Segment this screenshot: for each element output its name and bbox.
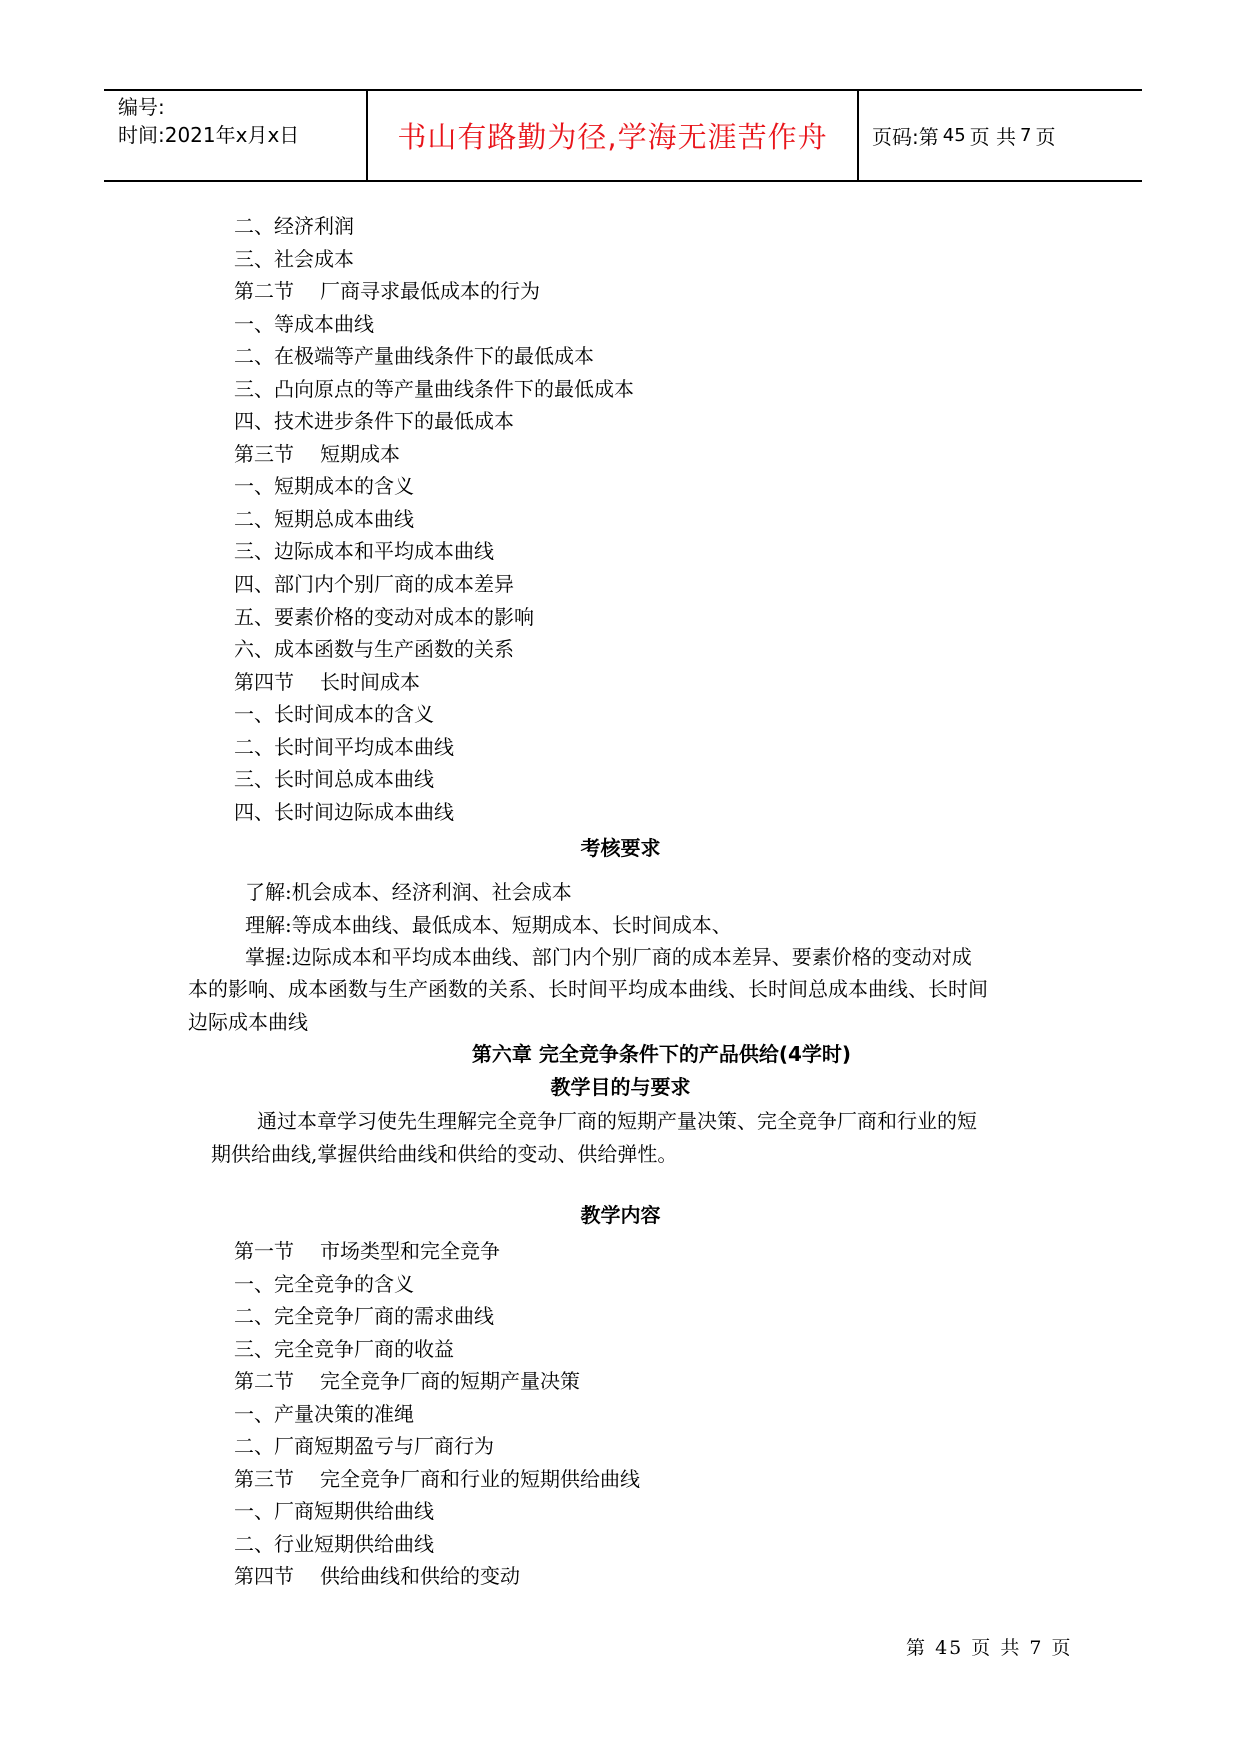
- section-heading: [234, 1237, 500, 1265]
- footer-suffix: 页: [1051, 1637, 1073, 1659]
- list-item: 二、长时间平均成本曲线: [234, 735, 454, 759]
- page-footer: [906, 1634, 1073, 1662]
- list-item: 三、长时间总成本曲线: [234, 767, 434, 791]
- list-item: 二、厂商短期盈亏与厂商行为: [234, 1434, 494, 1458]
- page-header: [104, 89, 1142, 182]
- section-title: 完全竞争厂商的短期产量决策: [320, 1369, 580, 1393]
- list-item: 三、社会成本: [234, 247, 354, 271]
- footer-mid: 页 共: [971, 1637, 1022, 1659]
- goal-heading: 教学目的与要求: [550, 1075, 691, 1099]
- assessment-heading: 考核要求: [580, 836, 661, 860]
- goal-line-1: 通过本章学习使先生理解完全竞争厂商的短期产量决策、完全竞争厂商和行业的短: [257, 1109, 977, 1133]
- header-page-info: [859, 91, 1142, 180]
- section-number: 第一节: [234, 1239, 294, 1263]
- page-suffix: 页: [1035, 125, 1056, 149]
- section-title: 长时间成本: [320, 670, 420, 694]
- chapter-title: 第六章 完全竞争条件下的产品供给(4学时): [471, 1042, 852, 1066]
- section-heading: [234, 1465, 640, 1493]
- master-line-3: 边际成本曲线: [188, 1010, 308, 1034]
- list-item: 三、完全竞争厂商的收益: [234, 1337, 454, 1361]
- section-title: 市场类型和完全竞争: [320, 1239, 500, 1263]
- list-item: 四、技术进步条件下的最低成本: [234, 409, 514, 433]
- list-item: 三、边际成本和平均成本曲线: [234, 539, 494, 563]
- comprehend-line: 理解:等成本曲线、最低成本、短期成本、长时间成本、: [245, 913, 732, 937]
- section-heading: [234, 277, 540, 305]
- goal-line-2: 期供给曲线,掌握供给曲线和供给的变动、供给弹性。: [211, 1142, 678, 1166]
- section-title: 短期成本: [320, 442, 400, 466]
- master-line-2: 本的影响、成本函数与生产函数的关系、长时间平均成本曲线、长时间总成本曲线、长时间: [188, 977, 988, 1001]
- footer-page-number: 45: [935, 1637, 964, 1659]
- list-item: 二、在极端等产量曲线条件下的最低成本: [234, 344, 594, 368]
- list-item: 一、短期成本的含义: [234, 474, 414, 498]
- header-motto: 书山有路勤为径,学海无涯苦作舟: [368, 91, 859, 180]
- list-item: 五、要素价格的变动对成本的影响: [234, 605, 534, 629]
- time-label: 时间:2021年x月x日: [118, 123, 300, 147]
- list-item: 六、成本函数与生产函数的关系: [234, 637, 514, 661]
- content-heading: 教学内容: [580, 1203, 661, 1227]
- serial-label: 编号:: [118, 95, 165, 119]
- list-item: 二、完全竞争厂商的需求曲线: [234, 1304, 494, 1328]
- section-number: 第二节: [234, 279, 294, 303]
- list-item: 一、完全竞争的含义: [234, 1272, 414, 1296]
- footer-prefix: 第: [906, 1637, 928, 1659]
- section-title: 完全竞争厂商和行业的短期供给曲线: [320, 1467, 640, 1491]
- understand-line: 了解:机会成本、经济利润、社会成本: [245, 880, 572, 904]
- list-item: 三、凸向原点的等产量曲线条件下的最低成本: [234, 377, 634, 401]
- list-item: 二、短期总成本曲线: [234, 507, 414, 531]
- section-number: 第三节: [234, 442, 294, 466]
- footer-total-pages: 7: [1029, 1637, 1044, 1659]
- page-number: 45: [942, 125, 966, 146]
- list-item: 一、产量决策的准绳: [234, 1402, 414, 1426]
- page-mid: 页 共: [969, 125, 1017, 149]
- list-item: 四、部门内个别厂商的成本差异: [234, 572, 514, 596]
- section-number: 第四节: [234, 670, 294, 694]
- list-item: 一、厂商短期供给曲线: [234, 1499, 434, 1523]
- section-heading: [234, 440, 400, 468]
- section-heading: [234, 1367, 580, 1395]
- section-title: 厂商寻求最低成本的行为: [320, 279, 540, 303]
- section-number: 第二节: [234, 1369, 294, 1393]
- list-item: 一、长时间成本的含义: [234, 702, 434, 726]
- list-item: 一、等成本曲线: [234, 312, 374, 336]
- section-heading: [234, 668, 420, 696]
- page-prefix: 页码:第: [872, 125, 939, 149]
- section-heading: [234, 1562, 520, 1590]
- section-title: 供给曲线和供给的变动: [320, 1564, 520, 1588]
- list-item: 四、长时间边际成本曲线: [234, 800, 454, 824]
- section-number: 第三节: [234, 1467, 294, 1491]
- list-item: 二、行业短期供给曲线: [234, 1532, 434, 1556]
- list-item: 二、经济利润: [234, 214, 354, 238]
- header-meta: [104, 91, 368, 180]
- master-line-1: 掌握:边际成本和平均成本曲线、部门内个别厂商的成本差异、要素价格的变动对成: [245, 945, 972, 969]
- total-pages: 7: [1020, 125, 1032, 146]
- section-number: 第四节: [234, 1564, 294, 1588]
